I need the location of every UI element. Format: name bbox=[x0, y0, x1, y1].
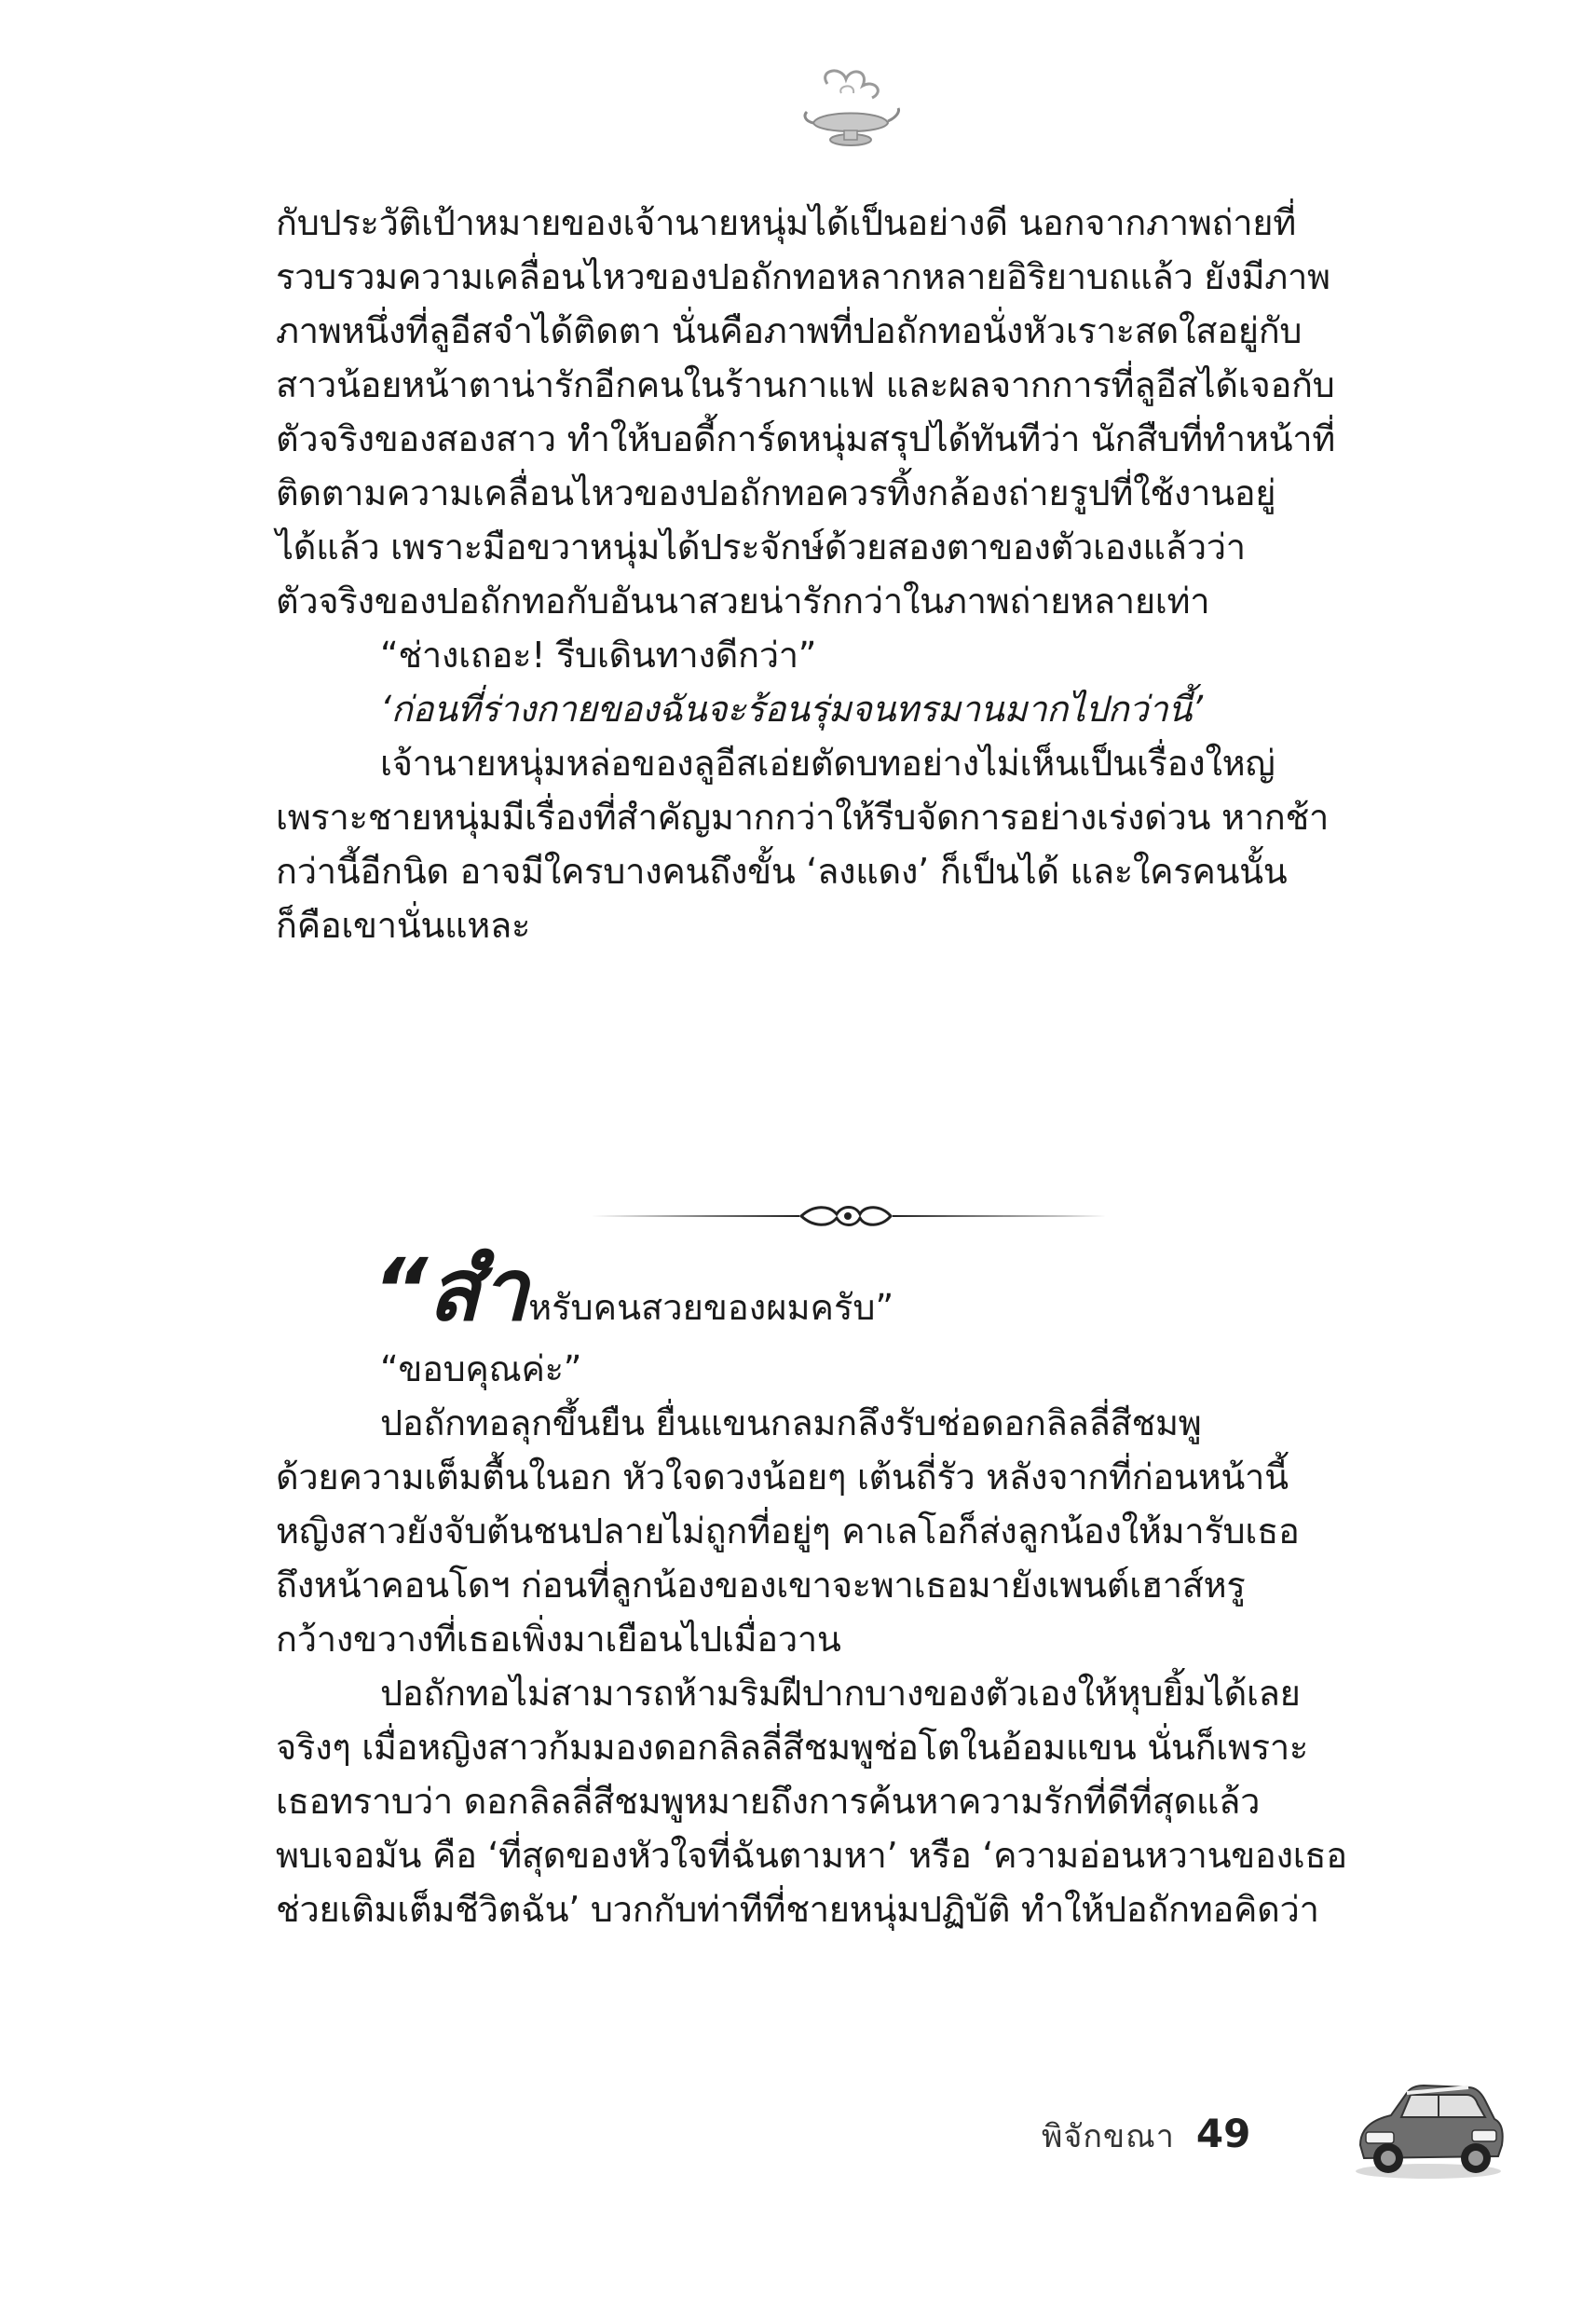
text-line: กับประวัติเป้าหมายของเจ้านายหนุ่มได้เป็นอย่างดี นอกจากภาพถ่ายที่ bbox=[276, 202, 1296, 243]
text-line: เพราะชายหนุ่มมีเรื่องที่สำคัญมากกว่าให้รีบจัดการอย่างเร่งด่วน หากช้า bbox=[276, 797, 1330, 838]
opening-text: หรับคนสวยของผมครับ” bbox=[528, 1287, 894, 1328]
mini-car-icon bbox=[1349, 2071, 1507, 2182]
dialogue-line: “ช่างเถอะ! รีบเดินทางดีกว่า” bbox=[380, 635, 817, 676]
paragraph-top bbox=[276, 196, 1437, 952]
text-line: หญิงสาวยังจับต้นชนปลายไม่ถูกที่อยู่ๆ คาเลโอก็ส่งลูกน้องให้มารับเธอ bbox=[276, 1511, 1300, 1552]
page-footer bbox=[1042, 2108, 1250, 2160]
text-line: ถึงหน้าคอนโดฯ ก่อนที่ลูกน้องของเขาจะพาเธอมายังเพนต์เฮาส์หรู bbox=[276, 1565, 1246, 1606]
text-line: พบเจอมัน คือ ‘ที่สุดของหัวใจที่ฉันตามหา’ หรือ ‘ความอ่อนหวานของเธอ bbox=[276, 1835, 1347, 1876]
text-line: เธอทราบว่า ดอกลิลลี่สีชมพูหมายถึงการค้นหาความรักที่ดีที่สุดแล้ว bbox=[276, 1781, 1261, 1822]
genie-lamp-icon bbox=[799, 65, 902, 158]
text-line: สาวน้อยหน้าตาน่ารักอีกคนในร้านกาแฟ และผลจากการที่ลูอีสได้เจอกับ bbox=[276, 364, 1335, 405]
flourish-divider-icon bbox=[585, 1197, 1107, 1235]
text-line: ติดตามความเคลื่อนไหวของปอถักทอควรทิ้งกล้องถ่ายรูปที่ใช้งานอยู่ bbox=[276, 472, 1276, 513]
dialogue-line: “ขอบคุณค่ะ” bbox=[380, 1348, 582, 1389]
paragraph-bottom bbox=[276, 1342, 1437, 1936]
text-line: กว้างขวางที่เธอเพิ่งมาเยือนไปเมื่อวาน bbox=[276, 1619, 841, 1660]
book-title: พิจักขณา bbox=[1042, 2118, 1175, 2155]
text-line: เจ้านายหนุ่มหล่อของลูอีสเอ่ยตัดบทอย่างไม่เห็นเป็นเรื่องใหญ่ bbox=[380, 743, 1275, 784]
text-line: ก็คือเขานั่นแหละ bbox=[276, 905, 531, 946]
text-line: ช่วยเติมเต็มชีวิตฉัน’ บวกกับท่าทีที่ชายหนุ่มปฏิบัติ ทำให้ปอถักทอคิดว่า bbox=[276, 1889, 1319, 1930]
text-line: ด้วยความเต็มตื้นในอก หัวใจดวงน้อยๆ เต้นถี่รัว หลังจากที่ก่อนหน้านี้ bbox=[276, 1456, 1289, 1497]
section-opening bbox=[373, 1239, 893, 1342]
text-line: ปอถักทอไม่สามารถห้ามริมฝีปากบางของตัวเองให้หุบยิ้มได้เลย bbox=[380, 1673, 1301, 1714]
text-line: ได้แล้ว เพราะมือขวาหนุ่มได้ประจักษ์ด้วยสองตาของตัวเองแล้วว่า bbox=[276, 526, 1246, 567]
text-line: ตัวจริงของปอถักทอกับอันนาสวยน่ารักกว่าในภาพถ่ายหลายเท่า bbox=[276, 581, 1210, 622]
text-line: ตัวจริงของสองสาว ทำให้บอดี้การ์ดหนุ่มสรุปได้ทันทีว่า นักสืบที่ทำหน้าที่ bbox=[276, 418, 1336, 459]
thought-line: ‘ก่อนที่ร่างกายของฉันจะร้อนรุ่มจนทรมานมากไปกว่านี้’ bbox=[380, 689, 1203, 730]
drop-cap: “สำ bbox=[373, 1240, 529, 1340]
text-line: รวบรวมความเคลื่อนไหวของปอถักทอหลากหลายอิริยาบถแล้ว ยังมีภาพ bbox=[276, 256, 1330, 297]
text-line: ภาพหนึ่งที่ลูอีสจำได้ติดตา นั่นคือภาพที่ปอถักทอนั่งหัวเราะสดใสอยู่กับ bbox=[276, 310, 1303, 351]
text-line: ปอถักทอลุกขึ้นยืน ยื่นแขนกลมกลึงรับช่อดอกลิลลี่สีชมพู bbox=[380, 1402, 1202, 1443]
text-line: จริงๆ เมื่อหญิงสาวก้มมองดอกลิลลี่สีชมพูช่อโตในอ้อมแขน นั่นก็เพราะ bbox=[276, 1727, 1308, 1768]
text-line: กว่านี้อีกนิด อาจมีใครบางคนถึงขั้น ‘ลงแดง’ ก็เป็นได้ และใครคนนั้น bbox=[276, 851, 1288, 892]
page-number: 49 bbox=[1195, 2111, 1251, 2156]
